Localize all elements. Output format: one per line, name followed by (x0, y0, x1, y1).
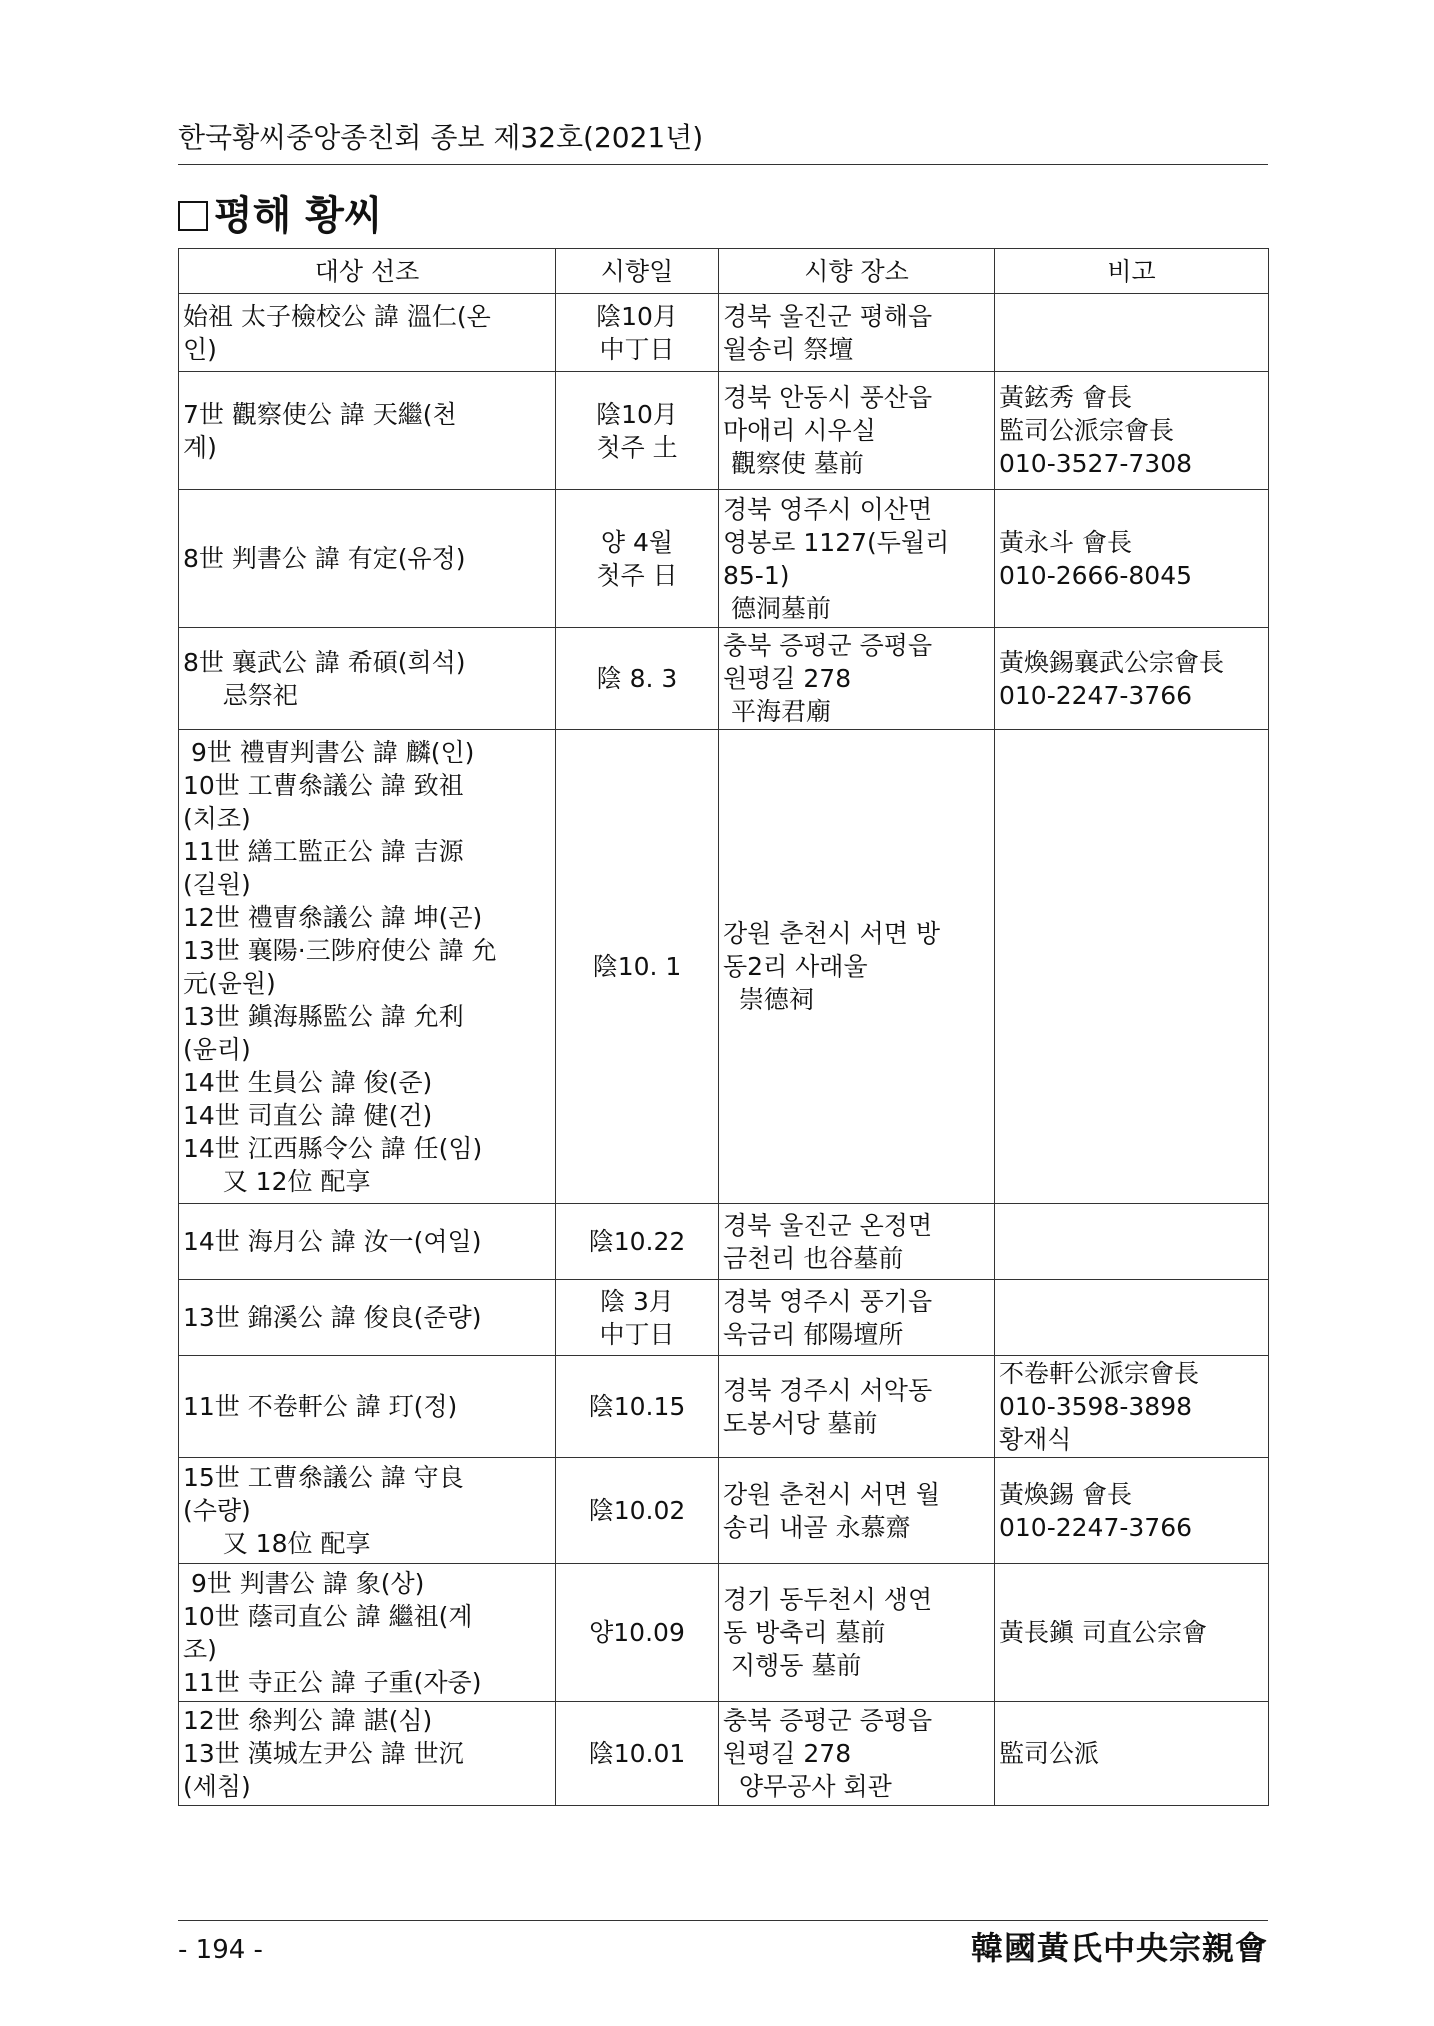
cell-line: 경북 울진군 온정면 (723, 1210, 933, 1240)
cell-place (719, 490, 995, 628)
cell-line: 元(윤원) (183, 968, 276, 998)
cell-date (556, 1702, 719, 1806)
cell-note (995, 1280, 1269, 1356)
cell-line: 010-3598-3898 (999, 1392, 1193, 1421)
cell-note (995, 294, 1269, 372)
cell-line: 010-2666-8045 (999, 560, 1193, 590)
cell-date (556, 1280, 719, 1356)
cell-note (995, 1564, 1269, 1702)
cell-line: 원평길 278 (723, 1739, 852, 1768)
cell-line: 陰 8. 3 (596, 664, 678, 693)
cell-line: 마애리 시우실 (723, 416, 876, 445)
cell-note (995, 730, 1269, 1204)
cell-line: 平海君廟 (723, 697, 831, 726)
table-row (179, 1204, 1269, 1280)
cell-date (556, 294, 719, 372)
header-title: 한국황씨중앙종친회 종보 제32호(2021년) (178, 121, 704, 154)
cell-place (719, 730, 995, 1204)
cell-line: 경북 영주시 이산면 (723, 494, 933, 524)
cell-line: 첫주 日 (596, 560, 678, 590)
cell-line: 陰10.02 (588, 1496, 686, 1525)
column-header-ancestor: 대상 선조 (179, 249, 556, 294)
cell-line: 陰10月 (596, 301, 678, 331)
table-row (179, 490, 1269, 628)
cell-place (719, 1458, 995, 1564)
cell-line: 11世 不卷軒公 諱 玎(정) (183, 1392, 458, 1421)
table-row (179, 1356, 1269, 1458)
cell-line: 강원 춘천시 서면 방 (723, 919, 941, 948)
cell-line: 13世 襄陽·三陟府使公 諱 允 (183, 935, 497, 965)
cell-date (556, 1564, 719, 1702)
cell-line: 陰 3月 (600, 1286, 674, 1316)
cell-date (556, 1356, 719, 1458)
organization-name: 韓國黃氏中央宗親會 (970, 1929, 1268, 1967)
cell-line: 9世 判書公 諱 象(상) (183, 1568, 425, 1598)
cell-date (556, 1204, 719, 1280)
section-title (178, 190, 383, 242)
cell-place (719, 1356, 995, 1458)
cell-line: 경기 동두천시 생연 (723, 1585, 933, 1614)
cell-place (719, 1702, 995, 1806)
cell-date (556, 490, 719, 628)
section-title-text: 평해 황씨 (214, 193, 383, 239)
cell-line: 강원 춘천시 서면 월 (723, 1479, 941, 1509)
cell-line: 黃永斗 會長 (999, 527, 1132, 557)
cell-line: 7世 觀察使公 諱 天繼(천 (183, 399, 457, 429)
cell-line: (길원) (183, 869, 251, 899)
cell-ancestor (179, 1702, 556, 1806)
cell-line: 12世 禮曺叅議公 諱 坤(곤) (183, 902, 483, 932)
cell-line: (치조) (183, 803, 251, 833)
cell-line: 11世 寺正公 諱 子重(자중) (183, 1667, 482, 1697)
cell-line: 양 4월 (600, 527, 674, 557)
cell-line: 13世 鎭海縣監公 諱 允利 (183, 1001, 464, 1031)
cell-line: (세침) (183, 1772, 251, 1801)
cell-line: 월송리 祭壇 (723, 334, 854, 364)
cell-line: 陰10.01 (588, 1739, 686, 1768)
table-row (179, 294, 1269, 372)
cell-line: 中丁日 (599, 334, 675, 364)
cell-line: 인) (183, 334, 217, 364)
cell-line: 陰10月 (596, 399, 678, 429)
cell-line: 陰10.22 (588, 1227, 686, 1256)
cell-ancestor (179, 1280, 556, 1356)
cell-note (995, 1204, 1269, 1280)
ceremony-table (178, 248, 1269, 1806)
cell-ancestor (179, 1458, 556, 1564)
cell-line: 계) (183, 432, 217, 462)
cell-line: 10世 工曹叅議公 諱 致祖 (183, 770, 464, 800)
cell-date (556, 372, 719, 490)
column-header-note: 비고 (995, 249, 1269, 294)
cell-date (556, 628, 719, 730)
cell-line: 금천리 也谷墓前 (723, 1243, 904, 1273)
cell-line: 忌祭祀 (183, 680, 298, 710)
cell-ancestor (179, 730, 556, 1204)
column-header-date: 시향일 (556, 249, 719, 294)
cell-line: 8世 襄武公 諱 希碩(희석) (183, 647, 466, 677)
cell-place (719, 1280, 995, 1356)
cell-line: 지행동 墓前 (723, 1651, 862, 1680)
column-header-place: 시향 장소 (719, 249, 995, 294)
table-row (179, 1702, 1269, 1806)
cell-line: 監司公派宗會長 (999, 416, 1175, 445)
cell-line: 陰10.15 (588, 1392, 686, 1421)
cell-line: 14世 司直公 諱 健(건) (183, 1100, 433, 1130)
cell-line: 원평길 278 (723, 664, 852, 693)
cell-date (556, 1458, 719, 1564)
cell-line: 85-1) (723, 560, 790, 590)
cell-line: 010-2247-3766 (999, 1512, 1193, 1542)
cell-line: 010-2247-3766 (999, 680, 1193, 710)
cell-line: 도봉서당 墓前 (723, 1408, 878, 1438)
cell-line: 不卷軒公派宗會長 (999, 1359, 1200, 1388)
cell-line: 충북 증평군 증평읍 (723, 631, 933, 660)
cell-line: 觀察使 墓前 (723, 449, 864, 478)
cell-line: 송리 내골 永慕齋 (723, 1512, 911, 1542)
cell-line: 黃煥錫 會長 (999, 1479, 1132, 1509)
cell-line: 충북 증평군 증평읍 (723, 1706, 933, 1735)
cell-line: 욱금리 郁陽壇所 (723, 1319, 904, 1349)
table-header-row (179, 249, 1269, 294)
cell-ancestor (179, 294, 556, 372)
cell-line: 黃鉉秀 會長 (999, 383, 1132, 412)
cell-line: 14世 生員公 諱 俊(준) (183, 1067, 433, 1097)
cell-line: 黃長鎭 司直公宗會 (999, 1618, 1207, 1647)
cell-line: 경북 영주시 풍기읍 (723, 1286, 933, 1316)
cell-line: 始祖 太子檢校公 諱 溫仁(온 (183, 301, 491, 331)
cell-line: 又 18位 配享 (183, 1529, 371, 1558)
cell-note (995, 372, 1269, 490)
table-row (179, 1458, 1269, 1564)
cell-ancestor (179, 628, 556, 730)
cell-line: 경북 울진군 평해읍 (723, 301, 933, 331)
cell-note (995, 1458, 1269, 1564)
cell-note (995, 1356, 1269, 1458)
cell-place (719, 628, 995, 730)
table-row (179, 1564, 1269, 1702)
cell-line: 崇德祠 (723, 985, 814, 1014)
cell-line: 14世 海月公 諱 汝一(여일) (183, 1227, 482, 1256)
cell-line: 경북 경주시 서악동 (723, 1375, 933, 1405)
cell-line: 양10.09 (589, 1618, 685, 1647)
cell-line: 황재식 (999, 1425, 1072, 1454)
cell-line: 11世 繕工監正公 諱 吉源 (183, 836, 464, 866)
page-number: - 194 - (178, 1935, 263, 1965)
table-row (179, 1280, 1269, 1356)
cell-note (995, 1702, 1269, 1806)
cell-place (719, 1204, 995, 1280)
cell-ancestor (179, 372, 556, 490)
cell-line: 德洞墓前 (723, 593, 831, 623)
table-row (179, 730, 1269, 1204)
cell-line: 又 12位 配享 (183, 1166, 371, 1196)
cell-line: 영봉로 1127(두월리 (723, 527, 950, 557)
checkbox-icon (178, 201, 208, 231)
table-row (179, 628, 1269, 730)
cell-place (719, 294, 995, 372)
cell-line: 8世 判書公 諱 有定(유정) (183, 544, 466, 573)
cell-line: 10世 蔭司直公 諱 繼祖(계 (183, 1601, 473, 1631)
cell-line: 13世 漢城左尹公 諱 世沉 (183, 1739, 464, 1768)
cell-line: (수량) (183, 1496, 251, 1525)
cell-line: 監司公派 (999, 1739, 1100, 1768)
footer-divider (178, 1920, 1268, 1921)
cell-ancestor (179, 1204, 556, 1280)
cell-line: 15世 工曹叅議公 諱 守良 (183, 1463, 464, 1492)
cell-line: 010-3527-7308 (999, 449, 1193, 478)
cell-line: 中丁日 (599, 1319, 675, 1349)
page-header (178, 112, 1268, 165)
cell-line: 黃煥錫襄武公宗會長 (999, 647, 1225, 677)
cell-line: 첫주 土 (596, 432, 678, 462)
cell-line: 13世 錦溪公 諱 俊良(준량) (183, 1303, 482, 1332)
cell-line: (윤리) (183, 1034, 251, 1064)
cell-place (719, 1564, 995, 1702)
cell-ancestor (179, 1356, 556, 1458)
cell-line: 14世 江西縣令公 諱 任(임) (183, 1133, 483, 1163)
cell-line: 양무공사 회관 (723, 1772, 892, 1801)
cell-ancestor (179, 490, 556, 628)
cell-ancestor (179, 1564, 556, 1702)
cell-line: 陰10. 1 (592, 952, 682, 981)
cell-date (556, 730, 719, 1204)
table-row (179, 372, 1269, 490)
cell-line: 12世 叅判公 諱 諶(심) (183, 1706, 433, 1735)
cell-line: 9世 禮曺判書公 諱 麟(인) (183, 737, 475, 767)
cell-place (719, 372, 995, 490)
cell-line: 동2리 사래울 (723, 952, 868, 981)
cell-line: 동 방축리 墓前 (723, 1618, 886, 1647)
cell-line: 조) (183, 1634, 217, 1664)
cell-line: 경북 안동시 풍산읍 (723, 383, 933, 412)
cell-note (995, 490, 1269, 628)
cell-note (995, 628, 1269, 730)
